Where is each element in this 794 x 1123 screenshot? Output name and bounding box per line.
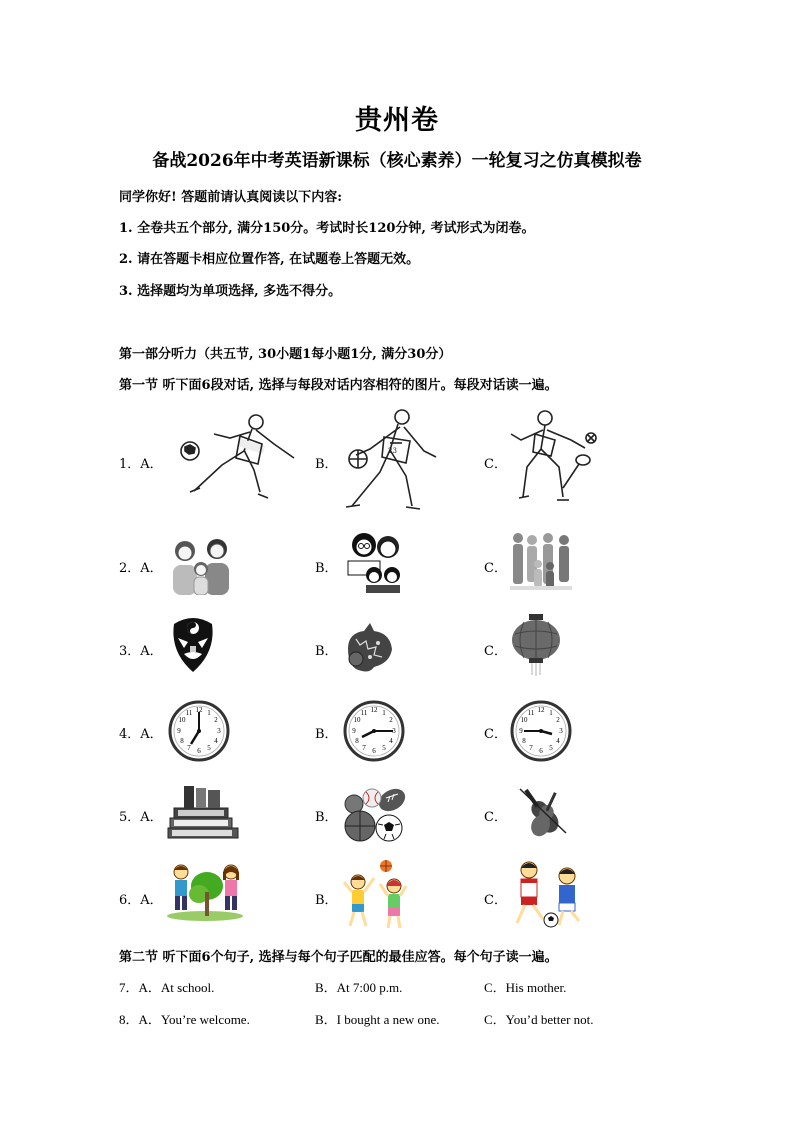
q7-option-a[interactable]: 7．A．At school.	[119, 980, 215, 995]
notice-item: 2. 请在答题卡相应位置作答, 在试题卷上答题无效。	[119, 252, 420, 267]
clock-eight-fifteen-alt-icon	[510, 700, 572, 762]
svg-text:12: 12	[370, 706, 378, 714]
svg-text:7: 7	[187, 744, 191, 752]
svg-text:3: 3	[392, 727, 396, 735]
notice-intro: 同学你好! 答题前请认真阅读以下内容:	[119, 190, 343, 205]
section2-header: 第二节 听下面6个句子, 选择与每个句子匹配的最佳应答。每个句子读一遍。	[119, 950, 558, 965]
basketball-player-icon	[344, 407, 440, 511]
svg-text:11: 11	[185, 709, 193, 717]
svg-text:5: 5	[549, 744, 553, 752]
svg-text:12: 12	[537, 706, 545, 714]
q3-option-c[interactable]: C．	[484, 644, 507, 659]
q6-option-c[interactable]: C．	[484, 893, 507, 908]
svg-text:12: 12	[195, 706, 203, 714]
svg-text:7: 7	[362, 744, 366, 752]
kids-soccer-icon	[509, 860, 593, 930]
q6-option-a[interactable]: 6．A．	[119, 893, 163, 908]
soccer-player-icon	[178, 412, 296, 504]
svg-text:11: 11	[360, 709, 368, 717]
svg-text:4: 4	[389, 737, 393, 745]
clock-eight-fifteen-icon	[343, 700, 405, 762]
q8-option-c[interactable]: C．You’d better not.	[484, 1012, 594, 1027]
svg-text:7: 7	[529, 744, 533, 752]
badminton-player-icon	[505, 408, 601, 504]
page-subtitle: 备战2026年中考英语新课标（核心素养）一轮复习之仿真模拟卷	[152, 151, 642, 171]
red-lantern-icon	[511, 614, 561, 676]
section1-header: 第一节 听下面6段对话, 选择与每段对话内容相符的图片。每段对话读一遍。	[119, 378, 558, 393]
q3-option-a[interactable]: 3．A．	[119, 644, 163, 659]
svg-text:8: 8	[180, 737, 184, 745]
sports-balls-icon	[342, 784, 408, 844]
svg-text:5: 5	[207, 744, 211, 752]
svg-text:6: 6	[372, 747, 376, 755]
q8-option-a[interactable]: 8．A．You’re welcome.	[119, 1012, 250, 1027]
q4-option-b[interactable]: B．	[315, 727, 338, 742]
q2-option-c[interactable]: C．	[484, 561, 507, 576]
q3-option-b[interactable]: B．	[315, 644, 338, 659]
svg-text:2: 2	[214, 716, 218, 724]
q8-option-b[interactable]: B．I bought a new one.	[315, 1012, 440, 1027]
q4-option-c[interactable]: C．	[484, 727, 507, 742]
q2-option-b[interactable]: B．	[315, 561, 338, 576]
notice-item: 1. 全卷共五个部分, 满分150分。考试时长120分钟, 考试形式为闭卷。	[119, 221, 535, 236]
q1-option-c[interactable]: C．	[484, 457, 507, 472]
svg-text:4: 4	[556, 737, 560, 745]
svg-text:2: 2	[389, 716, 393, 724]
svg-text:3: 3	[217, 727, 221, 735]
svg-text:1: 1	[207, 709, 211, 717]
planting-trees-icon	[165, 862, 247, 922]
svg-text:10: 10	[520, 716, 528, 724]
kids-basketball-icon	[340, 860, 410, 932]
svg-text:11: 11	[527, 709, 535, 717]
q4-option-a[interactable]: 4．A．	[119, 727, 163, 742]
q1-option-b[interactable]: B．	[315, 457, 338, 472]
clock-seven-icon	[168, 700, 230, 762]
svg-text:8: 8	[522, 737, 526, 745]
svg-text:10: 10	[353, 716, 361, 724]
opera-mask-icon	[170, 616, 216, 674]
svg-text:2: 2	[556, 716, 560, 724]
svg-text:9: 9	[352, 727, 356, 735]
q7-option-c[interactable]: C．His mother.	[484, 980, 567, 995]
q5-option-c[interactable]: C．	[484, 810, 507, 825]
q1-option-a[interactable]: 1．A．	[119, 457, 163, 472]
q2-option-a[interactable]: 2．A．	[119, 561, 163, 576]
svg-text:4: 4	[214, 737, 218, 745]
notice-item: 3. 选择题均为单项选择, 多选不得分。	[119, 284, 342, 299]
svg-text:23: 23	[388, 447, 397, 455]
svg-text:5: 5	[382, 744, 386, 752]
svg-text:8: 8	[355, 737, 359, 745]
part1-header: 第一部分听力（共五节, 30小题1每小题1分, 满分30分）	[119, 347, 452, 362]
svg-text:10: 10	[178, 716, 186, 724]
svg-text:6: 6	[539, 747, 543, 755]
paper-cut-icon	[342, 619, 396, 673]
svg-text:9: 9	[177, 727, 181, 735]
svg-text:1: 1	[382, 709, 386, 717]
books-icon	[166, 784, 240, 840]
svg-text:9: 9	[519, 727, 523, 735]
family-with-glasses-icon	[344, 531, 406, 593]
page-title: 贵州卷	[355, 105, 439, 136]
q5-option-b[interactable]: B．	[315, 810, 338, 825]
svg-text:3: 3	[559, 727, 563, 735]
small-family-icon	[169, 533, 233, 595]
q6-option-b[interactable]: B．	[315, 893, 338, 908]
svg-text:6: 6	[197, 747, 201, 755]
big-family-icon	[510, 530, 572, 594]
violins-icon	[512, 783, 570, 841]
q5-option-a[interactable]: 5．A．	[119, 810, 163, 825]
svg-text:1: 1	[549, 709, 553, 717]
q7-option-b[interactable]: B．At 7:00 p.m.	[315, 980, 403, 995]
